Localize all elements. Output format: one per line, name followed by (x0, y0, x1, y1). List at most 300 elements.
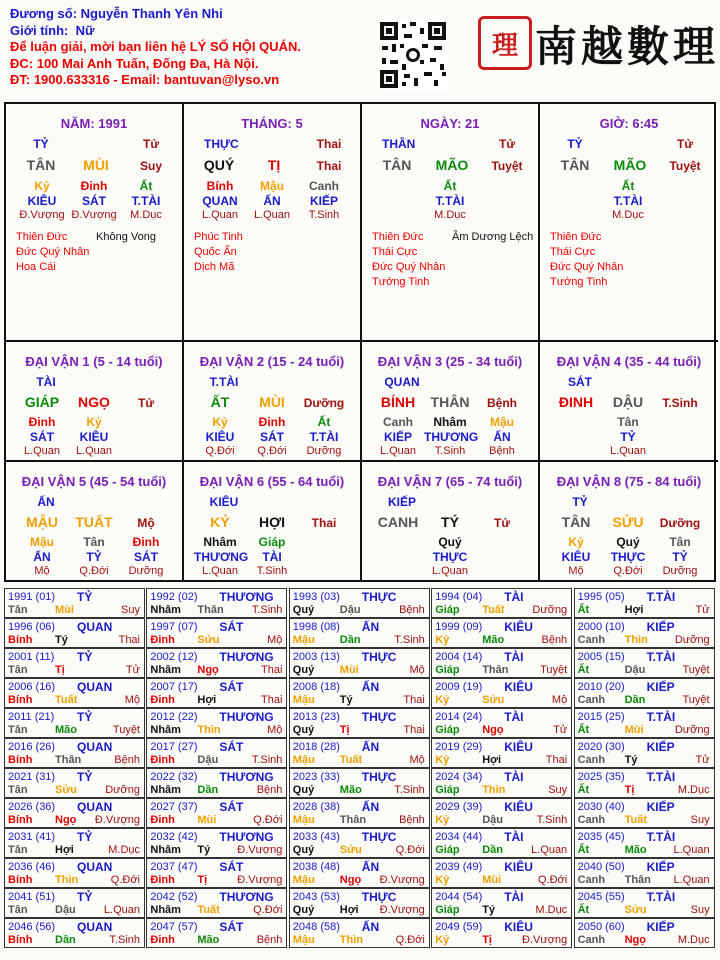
year-cell (431, 858, 572, 888)
year-chi: Tị (624, 784, 635, 796)
year-cell (4, 858, 145, 888)
year-star: SÁT (219, 680, 244, 694)
dai-van-can: ĐINH (558, 394, 594, 410)
year-label: 2007 (17) (150, 681, 198, 693)
year-can: Kỷ (435, 634, 450, 646)
year-label: 2019 (29) (435, 741, 483, 753)
year-state: Đ.Vượng (522, 934, 568, 946)
year-state: Q.Đới (110, 874, 140, 886)
year-star: ẤN (361, 860, 380, 874)
hidden-stem: Nhâm (203, 535, 237, 549)
year-chi: Thìn (624, 634, 648, 646)
year-star: KIẾP (646, 920, 675, 934)
year-label: 2014 (24) (435, 711, 483, 723)
pillar-chi: MÙI (83, 157, 109, 173)
year-chi: Mão (339, 784, 362, 796)
year-cell (146, 708, 287, 738)
year-state: Suy (690, 904, 710, 916)
hidden-stem: Kỷ (568, 535, 584, 549)
year-label: 2043 (53) (292, 891, 340, 903)
hidden-state: L.Quan (609, 445, 647, 457)
hidden-state: M.Dục (612, 209, 644, 221)
year-can: Đinh (150, 934, 175, 946)
year-chi: Hợi (197, 694, 217, 706)
year-star: T.TÀI (646, 590, 676, 604)
year-chi: Dậu (55, 904, 76, 916)
dai-van-chi: TÝ (441, 514, 459, 530)
dai-van-star: T.TÀI (209, 375, 239, 389)
year-label: 2040 (50) (577, 861, 625, 873)
year-can: Ất (577, 664, 590, 676)
hidden-stem: Ất (621, 179, 635, 193)
year-can: Mậu (292, 934, 315, 946)
year-chi: Thân (197, 604, 224, 616)
dai-van-star: KIẾP (387, 495, 416, 509)
pillar-cell (184, 104, 362, 342)
hidden-state: L.Quan (23, 445, 61, 457)
year-chi: Dần (482, 844, 503, 856)
year-label: 2012 (22) (150, 711, 198, 723)
year-star: SÁT (219, 740, 244, 754)
year-cell (574, 678, 715, 708)
extra-star: Đức Quý Nhân (16, 246, 90, 258)
hidden-star: THỰC (610, 550, 646, 564)
year-label: 2046 (56) (8, 921, 56, 933)
year-star: TÀI (504, 890, 524, 904)
year-state: Đ.Vượng (237, 874, 283, 886)
pillar-chi-state: Thai (316, 159, 342, 173)
dai-van-title: ĐẠI VẬN 8 (75 - 84 tuổi) (556, 474, 702, 489)
dai-van-cell (184, 462, 362, 582)
dai-van-cell (6, 462, 184, 582)
hidden-stem: Mậu (30, 535, 54, 549)
year-state: Thai (403, 694, 425, 706)
pillar-can: TÂN (26, 157, 56, 173)
year-cell (431, 588, 572, 618)
year-can: Đinh (150, 694, 175, 706)
year-label: 1996 (06) (8, 621, 56, 633)
year-chi: Hợi (624, 604, 644, 616)
year-chi: Tị (482, 934, 492, 946)
year-cell (4, 828, 145, 858)
pillar-star: THÂN (382, 137, 416, 151)
year-label: 1995 (05) (577, 591, 625, 603)
pillar-cell (540, 104, 718, 342)
dai-van-chi: TUẤT (75, 514, 113, 530)
hidden-state: Q.Đới (205, 445, 235, 457)
year-label: 1998 (08) (292, 621, 340, 633)
year-cell (4, 738, 145, 768)
year-label: 2025 (35) (577, 771, 625, 783)
year-star: THƯƠNG (219, 770, 274, 784)
year-label: 2034 (44) (435, 831, 483, 843)
pillar-chi: MÃO (613, 157, 647, 173)
year-label: 2030 (40) (577, 801, 625, 813)
year-can: Mậu (292, 754, 315, 766)
year-label: 2037 (47) (150, 861, 198, 873)
year-state: L.Quan (673, 874, 710, 886)
year-star: KIÊU (504, 920, 533, 934)
year-star: ẤN (361, 680, 380, 694)
year-chi: Thân (624, 874, 651, 886)
hidden-state: M.Dục (434, 209, 466, 221)
year-chi: Thìn (339, 934, 364, 946)
year-star: THƯƠNG (219, 830, 274, 844)
extra-star: Đức Quý Nhân (372, 261, 446, 273)
year-cell (574, 768, 715, 798)
year-state: L.Quan (531, 844, 568, 856)
year-cell (146, 798, 287, 828)
dai-van-cell (184, 342, 362, 462)
year-cell (4, 678, 145, 708)
year-chi: Thân (482, 664, 509, 676)
year-label: 2009 (19) (435, 681, 483, 693)
year-label: 2018 (28) (292, 741, 340, 753)
year-chi: Thân (55, 754, 82, 766)
year-state: Tuyệt (112, 724, 140, 736)
dai-van-state: Dưỡng (659, 516, 701, 530)
year-can: Tân (8, 724, 28, 736)
year-cell (289, 828, 430, 858)
hidden-star: T.TÀI (309, 430, 339, 444)
year-cell (289, 888, 430, 918)
year-chi: Ngọ (339, 874, 362, 886)
year-cell (431, 618, 572, 648)
hidden-star: SÁT (134, 550, 158, 564)
hidden-stem: Ất (139, 179, 153, 193)
year-star: ẤN (361, 740, 380, 754)
year-star: THỰC (361, 830, 397, 844)
year-state: Mộ (124, 694, 140, 706)
year-state: Bệnh (114, 754, 140, 766)
year-can: Tân (8, 904, 28, 916)
year-state: Q.Đới (395, 934, 425, 946)
year-chi: Tý (55, 634, 68, 646)
hidden-stem: Kỷ (212, 415, 228, 429)
year-can: Mậu (292, 694, 315, 706)
year-cell (289, 738, 430, 768)
year-cell (574, 648, 715, 678)
year-can: Giáp (435, 604, 460, 616)
year-cell (146, 858, 287, 888)
year-label: 1991 (01) (8, 591, 56, 603)
dai-van-chi: SỬU (612, 514, 644, 530)
year-chi: Mùi (482, 874, 502, 886)
year-state: Đ.Vượng (237, 844, 283, 856)
year-can: Bính (8, 754, 33, 766)
year-state: M.Dục (108, 844, 140, 856)
year-star: SÁT (219, 800, 244, 814)
year-state: M.Dục (677, 784, 710, 796)
year-chi: Ngọ (624, 934, 646, 946)
pillar-state-top: Tử (498, 137, 516, 151)
year-state: Tuyệt (682, 694, 710, 706)
dai-van-title: ĐẠI VẬN 5 (45 - 54 tuổi) (21, 474, 167, 489)
year-cell (431, 888, 572, 918)
dai-van-can: KỶ (210, 514, 230, 530)
hidden-state: L.Quan (201, 565, 239, 577)
hidden-star: KIẾP (309, 194, 338, 208)
year-can: Đinh (150, 874, 175, 886)
year-star: QUAN (77, 680, 113, 694)
year-star: KIÊU (504, 680, 533, 694)
year-cell (289, 588, 430, 618)
year-chi: Hợi (482, 754, 502, 766)
dai-van-state: Bệnh (487, 396, 517, 410)
extra-star: Tướng Tinh (372, 276, 430, 288)
year-can: Mậu (292, 814, 315, 826)
owner-name: Nguyễn Thanh Yên Nhi (80, 6, 223, 21)
pillar-chi-state: Tuyệt (669, 159, 701, 173)
year-chi: Tị (339, 724, 350, 736)
hidden-stem: Đinh (28, 415, 56, 429)
year-chi: Mão (482, 634, 505, 646)
year-label: 2039 (49) (435, 861, 483, 873)
year-star: TÀI (504, 710, 524, 724)
year-label: 2000 (10) (577, 621, 625, 633)
year-label: 2028 (38) (292, 801, 340, 813)
year-cell (146, 828, 287, 858)
year-cell (289, 858, 430, 888)
year-can: Nhâm (150, 604, 181, 616)
year-chi: Dần (55, 934, 76, 946)
hidden-star: ẤN (33, 550, 51, 564)
hidden-stem: Giáp (258, 535, 286, 549)
year-cell (4, 648, 145, 678)
year-label: 2002 (12) (150, 651, 198, 663)
dai-van-state: Tử (493, 516, 511, 530)
year-cell (574, 588, 715, 618)
year-star: TỶ (77, 830, 93, 844)
hidden-state: L.Quan (253, 209, 291, 221)
year-chi: Thìn (197, 724, 221, 736)
dai-van-title: ĐẠI VẬN 4 (35 - 44 tuổi) (556, 354, 702, 369)
address-line: ĐC: 100 Mai Anh Tuấn, Đống Đa, Hà Nội. (10, 55, 259, 71)
year-label: 2006 (16) (8, 681, 56, 693)
year-cell (289, 678, 430, 708)
year-can: Bính (8, 934, 33, 946)
year-star: THỰC (361, 590, 397, 604)
year-state: Thai (260, 664, 283, 676)
hidden-state: Mộ (34, 565, 50, 577)
hidden-stem: Kỷ (86, 415, 102, 429)
year-label: 1994 (04) (435, 591, 483, 603)
year-chi: Tuất (55, 694, 78, 706)
dai-van-state: Dưỡng (303, 396, 345, 410)
year-cell (574, 798, 715, 828)
year-star: QUAN (77, 920, 113, 934)
year-state: Suy (548, 784, 568, 796)
year-state: Dưỡng (105, 784, 140, 796)
year-can: Quý (292, 784, 315, 796)
hidden-stem: Đinh (258, 415, 286, 429)
year-chi: Dần (624, 694, 646, 706)
year-can: Giáp (435, 904, 460, 916)
year-can: Quý (292, 724, 315, 736)
hidden-star: KIẾP (383, 430, 412, 444)
year-star: T.TÀI (646, 650, 676, 664)
year-chi: Tị (197, 874, 208, 886)
year-star: THỰC (361, 770, 397, 784)
hidden-state: Dưỡng (306, 445, 342, 457)
hidden-star: KIÊU (27, 194, 57, 208)
year-label: 2017 (27) (150, 741, 198, 753)
extra-star: Đức Quý Nhân (550, 261, 624, 273)
year-cell (4, 798, 145, 828)
pillar-state-top: Thai (316, 137, 342, 151)
year-star: TỶ (77, 770, 93, 784)
year-chi: Dậu (339, 604, 361, 616)
year-cell (431, 828, 572, 858)
year-can: Nhâm (150, 844, 181, 856)
hidden-star: THƯƠNG (194, 550, 249, 564)
year-chi: Mão (624, 844, 647, 856)
year-cell (431, 798, 572, 828)
year-can: Kỷ (435, 694, 450, 706)
hidden-state: Dưỡng (128, 565, 164, 577)
extra-star: Thái Cực (372, 246, 418, 258)
pillar-star: THỰC (204, 137, 239, 151)
year-star: TỶ (77, 710, 93, 724)
year-star: TÀI (504, 590, 524, 604)
pillar-title: GIỜ: 6:45 (599, 116, 659, 131)
year-can: Giáp (435, 724, 460, 736)
chart-grid (4, 102, 716, 582)
dai-van-chi: THÂN (430, 394, 470, 410)
year-label: 2024 (34) (435, 771, 483, 783)
year-can: Tân (8, 604, 28, 616)
hidden-star: T.TÀI (613, 194, 643, 208)
year-cell (4, 918, 145, 948)
year-can: Kỷ (435, 754, 450, 766)
year-can: Giáp (435, 664, 460, 676)
dai-van-can: TÂN (561, 514, 591, 530)
year-chi: Dần (339, 634, 361, 646)
red-seal-icon (478, 16, 532, 70)
year-chi: Thìn (482, 784, 506, 796)
hidden-star: TỶ (86, 550, 102, 564)
year-star: THƯƠNG (219, 710, 274, 724)
extra-star-right: Không Vong (96, 231, 156, 243)
yearly-table (4, 588, 716, 954)
dai-van-star: QUAN (384, 375, 420, 389)
hidden-state: Đ.Vượng (71, 209, 117, 221)
dai-van-chi: NGỌ (78, 394, 110, 410)
year-state: T.Sinh (394, 784, 425, 796)
hidden-state: M.Dục (130, 209, 162, 221)
extra-star: Thái Cực (550, 246, 596, 258)
owner-label: Đương số: (10, 6, 78, 21)
year-chi: Sửu (624, 904, 647, 916)
year-cell (431, 678, 572, 708)
year-label: 2049 (59) (435, 921, 483, 933)
hidden-state: Q.Đới (257, 445, 287, 457)
year-label: 2022 (32) (150, 771, 198, 783)
hidden-star: THƯƠNG (424, 430, 479, 444)
year-label: 2031 (41) (8, 831, 56, 843)
hidden-state: T.Sinh (308, 209, 340, 221)
year-can: Canh (577, 934, 606, 946)
year-label: 2021 (31) (8, 771, 56, 783)
year-cell (146, 678, 287, 708)
year-state: M.Dục (535, 904, 568, 916)
year-label: 2026 (36) (8, 801, 56, 813)
year-star: KIÊU (504, 620, 533, 634)
pillar-state-top: Tử (676, 137, 694, 151)
year-cell (289, 708, 430, 738)
year-state: Q.Đới (253, 904, 283, 916)
year-can: Tân (8, 844, 28, 856)
year-star: KIÊU (504, 740, 533, 754)
year-state: Bệnh (256, 934, 283, 946)
year-label: 2016 (26) (8, 741, 56, 753)
dai-van-chi: DẬU (612, 394, 644, 410)
year-label: 1992 (02) (150, 591, 198, 603)
year-state: Mộ (267, 724, 283, 736)
year-chi: Sửu (197, 634, 220, 646)
year-star: KIÊU (504, 860, 533, 874)
year-state: T.Sinh (394, 634, 425, 646)
year-cell (4, 768, 145, 798)
hidden-state: Đ.Vượng (19, 209, 65, 221)
year-label: 2048 (58) (292, 921, 340, 933)
year-state: Dưỡng (674, 724, 710, 736)
hidden-stem: Kỷ (34, 179, 50, 193)
year-cell (431, 738, 572, 768)
year-cell (4, 618, 145, 648)
year-state: Thai (545, 754, 568, 766)
dai-van-chi: HỢI (259, 514, 285, 530)
qr-code-icon (378, 20, 448, 90)
year-can: Canh (577, 634, 606, 646)
year-cell (431, 768, 572, 798)
year-chi: Hợi (55, 844, 74, 856)
contact-line: Để luận giải, mời bạn liên hệ LÝ SỐ HỘI QUÁN. (10, 39, 301, 54)
dai-van-star: SÁT (568, 375, 592, 389)
year-can: Mậu (292, 634, 315, 646)
year-chi: Mùi (624, 724, 644, 736)
year-state: Thai (403, 724, 425, 736)
year-star: KIẾP (646, 740, 675, 754)
year-can: Mậu (292, 874, 315, 886)
year-state: T.Sinh (251, 754, 283, 766)
year-star: THỰC (361, 650, 397, 664)
year-star: TÀI (504, 830, 524, 844)
hidden-star: KIÊU (79, 430, 109, 444)
extra-star: Phúc Tinh (194, 231, 243, 243)
pillar-star: TỶ (567, 137, 583, 151)
dai-van-star: KIÊU (209, 495, 239, 509)
year-state: Dưỡng (532, 604, 568, 616)
pillar-title: THÁNG: 5 (241, 116, 303, 131)
extra-star: Thiên Đức (550, 231, 602, 243)
gender-label: Giới tính: (10, 22, 69, 38)
year-label: 2047 (57) (150, 921, 198, 933)
year-can: Nhâm (150, 904, 181, 916)
year-cell (4, 588, 145, 618)
year-can: Kỷ (435, 934, 450, 946)
year-can: Ất (577, 844, 590, 856)
year-can: Bính (8, 814, 33, 826)
hidden-state: T.Sinh (434, 445, 466, 457)
year-chi: Tý (482, 904, 496, 916)
dai-van-state: Thai (311, 516, 337, 530)
hidden-star: SÁT (260, 430, 284, 444)
year-can: Nhâm (150, 664, 181, 676)
year-label: 2050 (60) (577, 921, 625, 933)
year-star: QUAN (77, 860, 113, 874)
year-star: SÁT (219, 860, 244, 874)
